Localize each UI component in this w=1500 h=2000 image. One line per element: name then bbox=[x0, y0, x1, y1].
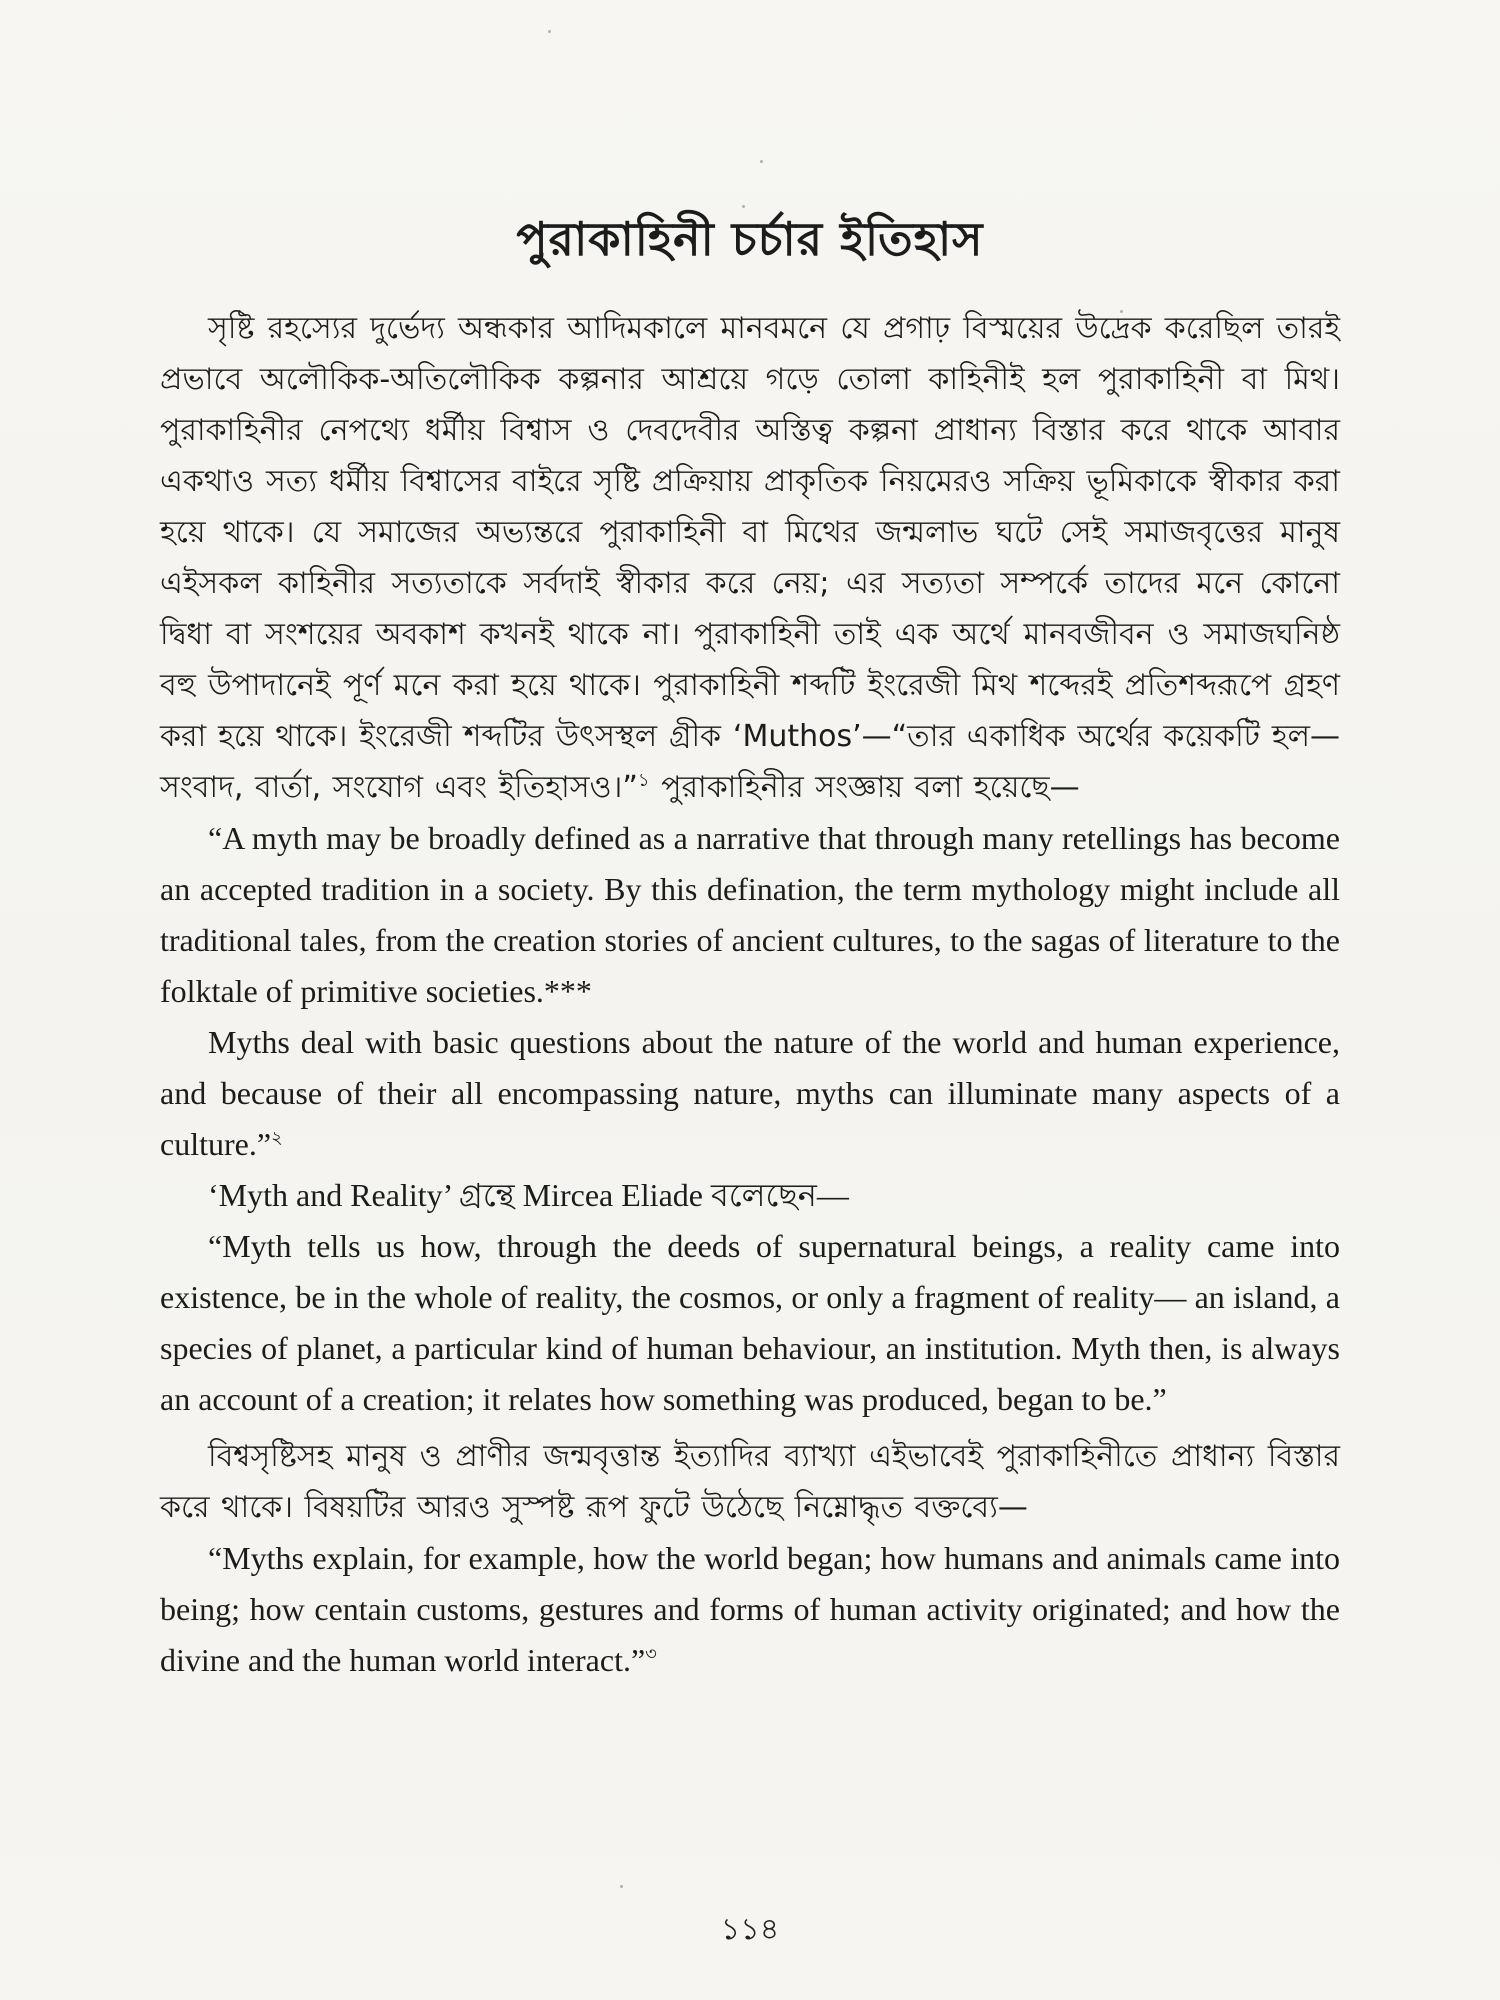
page-content bbox=[160, 205, 1340, 1686]
quote-eliade bbox=[160, 1221, 1340, 1425]
eliade-intro bbox=[160, 1170, 1340, 1221]
quote-myths-deal bbox=[160, 1017, 1340, 1170]
creation-paragraph bbox=[160, 1431, 1340, 1533]
paragraph-text: “Myths explain, for example, how the world began; how humans and animals came into being; how centain customs, gestures and forms of human activity originated; and how the divine and the human world interact.” bbox=[160, 1540, 1340, 1678]
quote-myths-explain bbox=[160, 1533, 1340, 1686]
ink-speck bbox=[760, 160, 763, 163]
ink-speck bbox=[548, 30, 551, 33]
paragraph-tail: পুরাকাহিনীর সংজ্ঞায় বলা হয়েছে— bbox=[649, 770, 1080, 805]
paragraph-text: Myths deal with basic questions about the nature of the world and human experience, and because of their all encompassing nature, myths can illuminate many aspects of a culture.” bbox=[160, 1024, 1340, 1162]
footnote-marker: ১ bbox=[637, 770, 650, 791]
paragraph-text: ‘Myth and Reality’ গ্রন্থে Mircea Eliade বলেছেন— bbox=[208, 1177, 849, 1213]
page-number: ১১৪ bbox=[720, 1912, 780, 1947]
quote-definition bbox=[160, 813, 1340, 1017]
paragraph-text: বিশ্বসৃষ্টিসহ মানুষ ও প্রাণীর জন্মবৃত্তান্ত ইত্যাদির ব্যাখ্যা এইভাবেই পুরাকাহিনীতে প্রাধান্য বিস্তার করে থাকে। বিষয়টির আরও সুস্পষ্ট রূপ ফুটে উঠেছে নিম্নোদ্ধৃত বক্তব্যে— bbox=[160, 1439, 1340, 1525]
footnote-marker: ৩ bbox=[645, 1643, 657, 1664]
footnote-marker: ২ bbox=[271, 1127, 283, 1148]
paragraph-text: “Myth tells us how, through the deeds of supernatural beings, a reality came into existence, be in the whole of reality, the cosmos, or only a fragment of reality— an island, a species of planet, a particular kind of human behaviour, an institution. Myth then, is always an account of a creation; it relates how something was produced, began to be.” bbox=[160, 1228, 1340, 1417]
paragraph-text: “A myth may be broadly defined as a narrative that through many retellings has become an accepted tradition in a society. By this defination, the term mythology might include all traditional tales, from the creation stories of ancient cultures, to the sagas of literature to the folktale of primitive societies.*** bbox=[160, 820, 1340, 1009]
paragraph-text: সৃষ্টি রহস্যের দুর্ভেদ্য অন্ধকার আদিমকালে মানবমনে যে প্রগাঢ় বিস্ময়ের উদ্রেক করেছিল তারই প্রভাবে অলৌকিক-অতিলৌকিক কল্পনার আশ্রয়ে গড়ে তোলা কাহিনীই হল পুরাকাহিনী বা মিথ। পুরাকাহিনীর নেপথ্যে ধর্মীয় বিশ্বাস ও দেবদেবীর অস্তিত্ব কল্পনা প্রাধান্য বিস্তার করে থাকে আবার একথাও সত্য ধর্মীয় বিশ্বাসের বাইরে সৃষ্টি প্রক্রিয়ায় প্রাকৃতিক নিয়মেরও সক্রিয় ভূমিকাকে স্বীকার করা হয়ে থাকে। যে সমাজের অভ্যন্তরে পুরাকাহিনী বা মিথের জন্মলাভ ঘটে সেই সমাজবৃত্তের মানুষ এইসকল কাহিনীর সত্যতাকে সর্বদাই স্বীকার করে নেয়; এর সত্যতা সম্পর্কে তাদের মনে কোনো দ্বিধা বা সংশয়ের অবকাশ কখনই থাকে না। পুরাকাহিনী তাই এক অর্থে মানবজীবন ও সমাজঘনিষ্ঠ বহু উপাদানেই পূর্ণ মনে করা হয়ে থাকে। পুরাকাহিনী শব্দটি ইংরেজী মিথ শব্দেরই প্রতিশব্দরূপে গ্রহণ করা হয়ে থাকে। ইংরেজী শব্দটির উৎসস্থল গ্রীক ‘Muthos’—“তার একাধিক অর্থের কয়েকটি হল— সংবাদ, বার্তা, সংযোগ এবং ইতিহাসও।” bbox=[160, 311, 1340, 805]
page-title: পুরাকাহিনী চর্চার ইতিহাস bbox=[516, 212, 984, 266]
ink-speck bbox=[620, 1885, 623, 1888]
intro-paragraph bbox=[160, 303, 1340, 813]
